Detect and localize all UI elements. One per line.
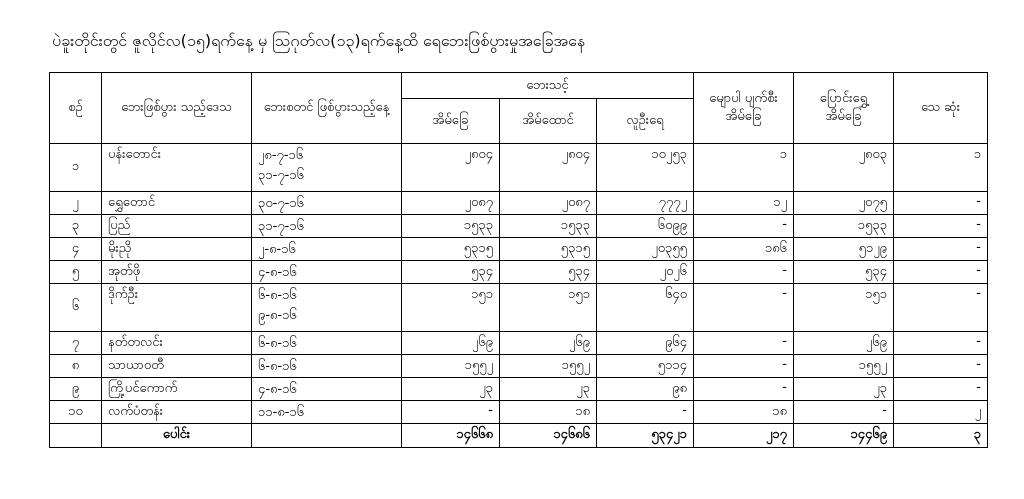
date-start: ၁၁-၈-၁၆ bbox=[258, 405, 305, 420]
cell-deaths: - bbox=[894, 355, 988, 378]
cell-region: အုတ်ဖို bbox=[102, 261, 252, 284]
cell-region: ရွှေတောင် bbox=[102, 192, 252, 215]
date-end: ၉-၈-၁၆ bbox=[258, 308, 297, 323]
cell-households: ၅၃၄ bbox=[500, 261, 597, 284]
cell-no: ၂ bbox=[50, 192, 102, 215]
cell-relocated: - bbox=[794, 401, 894, 424]
date-start: ၂၈-၇-၁၆ bbox=[258, 148, 304, 163]
cell-population: ၆၄၀ bbox=[597, 284, 694, 332]
table-row bbox=[50, 215, 988, 238]
cell-region: သာယာဝတီ bbox=[102, 355, 252, 378]
cell-no: ၈ bbox=[50, 355, 102, 378]
cell-region: ပန်းတောင်း bbox=[102, 144, 252, 192]
cell-region: ဒိုက်ဦး bbox=[102, 284, 252, 332]
cell-destroyed: - bbox=[694, 378, 794, 401]
date-start: ၃၁-၇-၁၆ bbox=[258, 219, 304, 234]
cell-relocated: ၅၃၄ bbox=[794, 261, 894, 284]
cell-destroyed: ၁ bbox=[694, 144, 794, 192]
cell-households: ၂၀၈၇ bbox=[500, 192, 597, 215]
cell-relocated: ၂၆၉ bbox=[794, 332, 894, 355]
cell-deaths: - bbox=[894, 378, 988, 401]
table-row bbox=[50, 355, 988, 378]
cell-relocated: ၂၀၇၅ bbox=[794, 192, 894, 215]
header-relocated: ပြောင်းရွှေ့ အိမ်ခြေ bbox=[794, 73, 894, 144]
cell-households: ၁၅၃၃ bbox=[500, 215, 597, 238]
cell-households: ၂၆၉ bbox=[500, 332, 597, 355]
total-population: ၅၃၄၂၁ bbox=[597, 424, 694, 448]
cell-no: ၅ bbox=[50, 261, 102, 284]
cell-region: နတ်တလင်း bbox=[102, 332, 252, 355]
cell-houses: ၁၅၁ bbox=[402, 284, 500, 332]
cell-population: ၁၀၂၅၃ bbox=[597, 144, 694, 192]
cell-no: ၁၀ bbox=[50, 401, 102, 424]
cell-houses: ၁၅၅၂ bbox=[402, 355, 500, 378]
cell-relocated: ၅၁၂၉ bbox=[794, 238, 894, 261]
table-row bbox=[50, 401, 988, 424]
cell-deaths: - bbox=[894, 332, 988, 355]
cell-households: ၂၃ bbox=[500, 378, 597, 401]
cell-houses: ၂၈၀၄ bbox=[402, 144, 500, 192]
cell-date bbox=[252, 355, 402, 378]
cell-destroyed: - bbox=[694, 355, 794, 378]
header-region: ဘေးဖြစ်ပွား သည့်ဒေသ bbox=[102, 73, 252, 144]
date-start: ၆-၈-၁၆ bbox=[258, 336, 297, 351]
cell-deaths: - bbox=[894, 261, 988, 284]
cell-date bbox=[252, 284, 402, 332]
cell-households: ၁၅၅၂ bbox=[500, 355, 597, 378]
page-title: ပဲခူးတိုင်းတွင် ဇူလိုင်လ(၁၅)ရက်နေ့ မှ ဩဂုတ်လ(၁၃)ရက်နေ့ထိ ရေဘေးဖြစ်ပွားမှုအခြေအနေ bbox=[52, 31, 586, 50]
table-row bbox=[50, 238, 988, 261]
cell-date bbox=[252, 261, 402, 284]
total-row bbox=[50, 424, 988, 448]
cell-no: ၃ bbox=[50, 215, 102, 238]
cell-deaths: ၁ bbox=[894, 144, 988, 192]
cell-deaths: - bbox=[894, 215, 988, 238]
cell-households: ၅၃၁၅ bbox=[500, 238, 597, 261]
cell-population: ၉၆၄ bbox=[597, 332, 694, 355]
cell-no: ၉ bbox=[50, 378, 102, 401]
cell-deaths: - bbox=[894, 284, 988, 332]
header-date: ဘေးစတင် ဖြစ်ပွားသည့်နေ့ bbox=[252, 73, 402, 144]
header-households: အိမ်ထောင် bbox=[500, 99, 597, 144]
cell-no: ၄ bbox=[50, 238, 102, 261]
cell-deaths: - bbox=[894, 192, 988, 215]
header-deaths: သေ ဆုံး bbox=[894, 73, 988, 144]
cell-households: ၁၈ bbox=[500, 401, 597, 424]
total-deaths: ၃ bbox=[894, 424, 988, 448]
header-destroyed: မျောပါ ပျက်စီး အိမ်ခြေ bbox=[694, 73, 794, 144]
cell-region: ကြို့ပင်ကောက် bbox=[102, 378, 252, 401]
date-start: ၃၀-၇-၁၆ bbox=[258, 196, 304, 211]
cell-destroyed: ၁၈ bbox=[694, 401, 794, 424]
cell-date bbox=[252, 378, 402, 401]
cell-region: လက်ပံတန်း bbox=[102, 401, 252, 424]
date-start: ၄-၈-၁၆ bbox=[258, 265, 297, 280]
table-row bbox=[50, 378, 988, 401]
total-houses: ၁၄၆၆၈ bbox=[402, 424, 500, 448]
cell-destroyed: ၁၂ bbox=[694, 192, 794, 215]
cell-date bbox=[252, 192, 402, 215]
cell-houses: ၂၀၈၇ bbox=[402, 192, 500, 215]
cell-houses: ၅၃၁၅ bbox=[402, 238, 500, 261]
date-end: ၃၁-၇-၁၆ bbox=[258, 168, 304, 183]
cell-households: ၂၈၀၄ bbox=[500, 144, 597, 192]
cell-empty bbox=[50, 424, 102, 448]
cell-population: ၂၀၂၆ bbox=[597, 261, 694, 284]
header-houses: အိမ်ခြေ bbox=[402, 99, 500, 144]
cell-houses: ၂၃ bbox=[402, 378, 500, 401]
table-row bbox=[50, 332, 988, 355]
cell-relocated: ၂၈၀၃ bbox=[794, 144, 894, 192]
cell-population: ၅၁၁၄ bbox=[597, 355, 694, 378]
total-households: ၁၄၆၈၆ bbox=[500, 424, 597, 448]
cell-date bbox=[252, 238, 402, 261]
cell-households: ၁၅၁ bbox=[500, 284, 597, 332]
cell-houses: ၂၆၉ bbox=[402, 332, 500, 355]
cell-destroyed: - bbox=[694, 284, 794, 332]
header-no: စဉ် bbox=[50, 73, 102, 144]
cell-relocated: ၂၃ bbox=[794, 378, 894, 401]
cell-destroyed: - bbox=[694, 215, 794, 238]
cell-empty bbox=[252, 424, 402, 448]
cell-houses: ၁၅၃၃ bbox=[402, 215, 500, 238]
table-row bbox=[50, 192, 988, 215]
cell-region: မိုးညို bbox=[102, 238, 252, 261]
cell-population: ၆၀၉၉ bbox=[597, 215, 694, 238]
flood-table bbox=[49, 72, 988, 448]
header-affected: ဘေးသင့် bbox=[402, 73, 694, 99]
date-start: ၄-၈-၁၆ bbox=[258, 382, 297, 397]
total-label: ပေါင်း bbox=[102, 424, 252, 448]
cell-date bbox=[252, 332, 402, 355]
table-row bbox=[50, 261, 988, 284]
header-population: လူဦးရေ bbox=[597, 99, 694, 144]
cell-population: ၉၈ bbox=[597, 378, 694, 401]
cell-destroyed: ၁၈၆ bbox=[694, 238, 794, 261]
date-start: ၂-၈-၁၆ bbox=[258, 242, 296, 257]
cell-population: - bbox=[597, 401, 694, 424]
cell-houses: - bbox=[402, 401, 500, 424]
table-row bbox=[50, 144, 988, 192]
cell-region: ပြည် bbox=[102, 215, 252, 238]
cell-deaths: - bbox=[894, 238, 988, 261]
cell-destroyed: - bbox=[694, 261, 794, 284]
total-destroyed: ၂၁၇ bbox=[694, 424, 794, 448]
date-start: ၆-၈-၁၆ bbox=[258, 359, 297, 374]
cell-population: ၇၇၇၂ bbox=[597, 192, 694, 215]
cell-relocated: ၁၅၅၂ bbox=[794, 355, 894, 378]
cell-deaths: ၂ bbox=[894, 401, 988, 424]
cell-date bbox=[252, 144, 402, 192]
cell-no: ၇ bbox=[50, 332, 102, 355]
cell-no: ၁ bbox=[50, 144, 102, 192]
cell-date bbox=[252, 401, 402, 424]
table-body bbox=[50, 144, 988, 448]
date-start: ၆-၈-၁၆ bbox=[258, 288, 297, 303]
cell-no: ၆ bbox=[50, 284, 102, 332]
cell-population: ၂၀၃၅၅ bbox=[597, 238, 694, 261]
cell-date bbox=[252, 215, 402, 238]
table-row bbox=[50, 284, 988, 332]
total-relocated: ၁၄၄၆၉ bbox=[794, 424, 894, 448]
cell-relocated: ၁၅၁ bbox=[794, 284, 894, 332]
cell-relocated: ၁၅၃၃ bbox=[794, 215, 894, 238]
cell-destroyed: - bbox=[694, 332, 794, 355]
cell-houses: ၅၃၄ bbox=[402, 261, 500, 284]
